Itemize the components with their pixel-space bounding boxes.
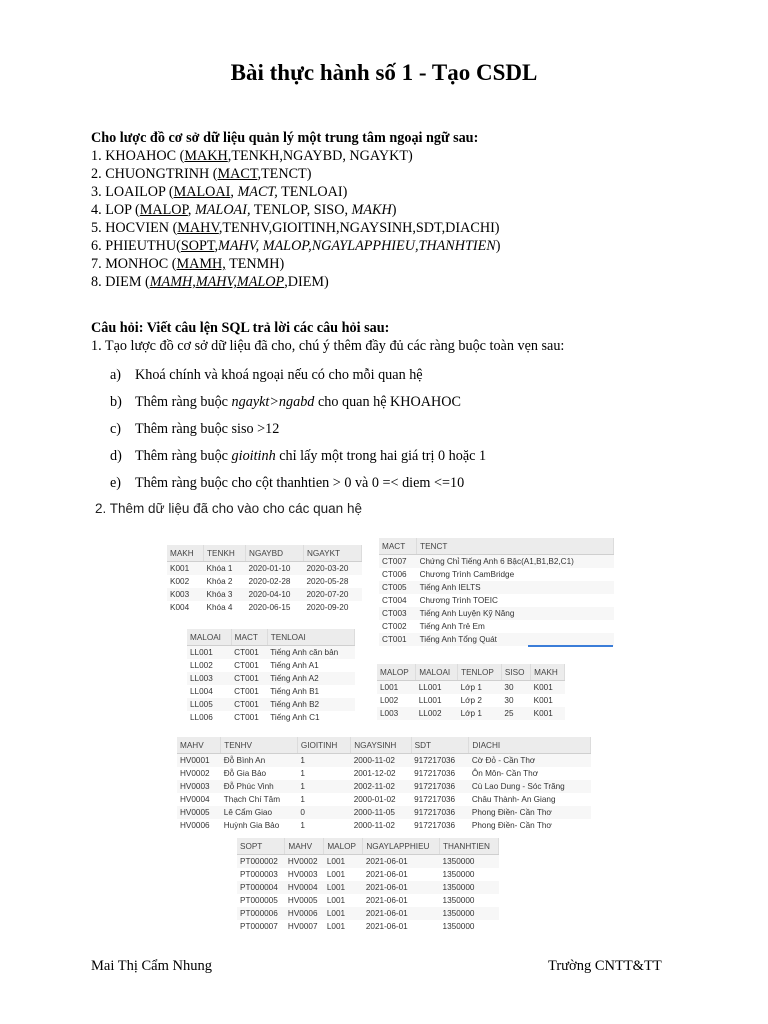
constraint-item-a: a) Khoá chính và khoá ngoại nếu có cho mỗi quan hệ bbox=[110, 367, 423, 383]
schema-line-phieuthu: 6. PHIEUTHU(SOPT,MAHV, MALOP,NGAYLAPPHIEU,THANHTIEN) bbox=[91, 238, 501, 254]
table-cell: PT000002 bbox=[237, 855, 285, 869]
table-cell: L001 bbox=[324, 907, 363, 920]
table-cell: LL002 bbox=[416, 707, 458, 720]
table-cell: Tiếng Anh C1 bbox=[270, 713, 320, 722]
table-header-row bbox=[377, 664, 565, 681]
table-cell: Ôn Môn- Cần Thơ bbox=[471, 769, 539, 778]
table-row bbox=[167, 601, 362, 614]
table-cell: LL001 bbox=[187, 646, 231, 660]
table-cell: 2020-01-10 bbox=[246, 562, 304, 576]
column-header: DIACHI bbox=[469, 737, 591, 754]
table-row bbox=[379, 555, 614, 569]
column-header: MALOAI bbox=[416, 664, 458, 681]
table-row bbox=[237, 868, 499, 881]
table-cell: L001 bbox=[324, 881, 363, 894]
table-cell: Thạch Chí Tâm bbox=[223, 795, 281, 804]
table-cell: 2021-06-01 bbox=[365, 870, 408, 879]
column-header: TENLOAI bbox=[267, 629, 354, 646]
table-row bbox=[187, 672, 355, 685]
table-row bbox=[187, 711, 355, 724]
table-cell: 917217036 bbox=[414, 821, 456, 830]
table-cell: LL006 bbox=[190, 713, 213, 722]
table-cell: K004 bbox=[170, 603, 190, 612]
table-cell: LL003 bbox=[187, 672, 231, 685]
column-header: NGAYLAPPHIEU bbox=[363, 838, 440, 855]
constraint-item-d: d) Thêm ràng buộc gioitinh chỉ lấy một trong hai giá trị 0 hoặc 1 bbox=[110, 448, 487, 464]
column-header: MACT bbox=[231, 629, 267, 646]
table-cell: CT006 bbox=[382, 570, 407, 579]
table-row bbox=[379, 607, 614, 620]
table-row bbox=[379, 581, 614, 594]
column-header: SDT bbox=[411, 737, 469, 754]
table-cell: L001 bbox=[326, 922, 346, 931]
table-row bbox=[379, 620, 614, 633]
table-cell: PT000005 bbox=[240, 896, 278, 905]
table-cell: 0 bbox=[297, 806, 350, 819]
column-header: GIOITINH bbox=[297, 737, 350, 754]
table-cell: 30 bbox=[501, 681, 530, 695]
column-header: MALOP bbox=[377, 664, 416, 681]
column-header: TENCT bbox=[417, 538, 614, 555]
table-cell: CT001 bbox=[379, 633, 417, 646]
table-row bbox=[167, 575, 362, 588]
table-row bbox=[377, 681, 565, 695]
table-cell: Châu Thành- An Giang bbox=[471, 795, 556, 804]
table-khoahoc bbox=[167, 545, 362, 614]
table-row bbox=[177, 819, 591, 832]
schema-line-chuongtrinh: 2. CHUONGTRINH (MACT,TENCT) bbox=[91, 166, 312, 182]
table-cell: K002 bbox=[170, 577, 190, 586]
schema-line-hocvien: 5. HOCVIEN (MAHV,TENHV,GIOITINH,NGAYSINH,SDT,DIACHI) bbox=[91, 220, 500, 236]
column-header: NGAYKT bbox=[304, 545, 362, 562]
table-cell: 917217036 bbox=[411, 754, 469, 768]
table-cell: CT005 bbox=[379, 581, 417, 594]
column-header: MAKH bbox=[167, 545, 204, 562]
column-header: MAHV bbox=[285, 838, 324, 855]
table-cell: 2021-06-01 bbox=[365, 896, 408, 905]
table-cell: 1350000 bbox=[442, 870, 475, 879]
page-title: Bài thực hành số 1 - Tạo CSDL bbox=[230, 60, 538, 85]
table-cell: Phong Điền- Cần Thơ bbox=[471, 821, 552, 830]
table-cell: Đỗ Phúc Vinh bbox=[221, 780, 298, 793]
questions-heading: Câu hỏi: Viết câu lện SQL trả lời các câu hỏi sau: bbox=[91, 320, 390, 336]
table-cell: HV0003 bbox=[177, 780, 221, 793]
table-cell: 2000-01-02 bbox=[353, 795, 396, 804]
table-hocvien bbox=[177, 737, 591, 832]
table-row bbox=[177, 767, 591, 780]
table-phieuthu bbox=[237, 838, 499, 933]
table-cell: CT001 bbox=[231, 698, 267, 711]
column-header: TENKH bbox=[204, 545, 246, 562]
table-row bbox=[377, 694, 565, 707]
table-cell: LL002 bbox=[190, 661, 213, 670]
footer-institution: Trường CNTT&TT bbox=[548, 958, 662, 974]
table-header-row bbox=[187, 629, 355, 646]
selection-underline bbox=[528, 645, 613, 647]
table-cell: LL004 bbox=[190, 687, 213, 696]
table-row bbox=[187, 698, 355, 711]
table-cell: K001 bbox=[531, 681, 565, 695]
table-cell: 2021-06-01 bbox=[363, 855, 440, 869]
table-row bbox=[237, 894, 499, 907]
table-cell: 2000-11-02 bbox=[353, 821, 395, 830]
table-cell: Chương Trình TOEIC bbox=[419, 596, 498, 605]
table-cell: PT000007 bbox=[240, 922, 278, 931]
table-cell: HV0004 bbox=[285, 881, 324, 894]
table-cell: 1350000 bbox=[440, 855, 499, 869]
table-cell: Khóa 4 bbox=[206, 603, 233, 612]
schema-section bbox=[91, 129, 501, 291]
table-cell: Khóa 3 bbox=[204, 588, 246, 601]
table-cell: K003 bbox=[167, 588, 204, 601]
table-cell: 1 bbox=[300, 769, 305, 778]
column-header: TENHV bbox=[221, 737, 298, 754]
table-row bbox=[379, 594, 614, 607]
table-cell: HV0007 bbox=[287, 922, 318, 931]
table-cell: Tiếng Anh A1 bbox=[270, 661, 319, 670]
table-cell: HV0006 bbox=[285, 907, 324, 920]
table-cell: HV0002 bbox=[285, 855, 324, 869]
table-cell: CT004 bbox=[382, 596, 407, 605]
table-cell: CT007 bbox=[379, 555, 417, 569]
table-cell: Lớp 1 bbox=[458, 707, 502, 720]
table-cell: L001 bbox=[326, 896, 346, 905]
table-cell: Tiếng Anh Trẻ Em bbox=[419, 622, 485, 631]
table-cell: Cờ Đỏ - Cần Thơ bbox=[469, 754, 591, 768]
table-chuongtrinh bbox=[379, 538, 614, 646]
table-cell: HV0001 bbox=[177, 754, 221, 768]
table-cell: HV0003 bbox=[287, 870, 318, 879]
column-header: MALOP bbox=[324, 838, 363, 855]
table-cell: HV0002 bbox=[180, 769, 210, 778]
column-header: MALOAI bbox=[187, 629, 231, 646]
table-row bbox=[187, 659, 355, 672]
table-row bbox=[187, 685, 355, 698]
constraint-item-b: b) Thêm ràng buộc ngaykt>ngabd cho quan hệ KHOAHOC bbox=[110, 394, 461, 410]
table-cell: Tiếng Anh căn bản bbox=[267, 646, 354, 660]
table-cell: Chứng Chỉ Tiếng Anh 6 Bậc(A1,B1,B2,C1) bbox=[417, 555, 614, 569]
table-cell: Đỗ Bình An bbox=[221, 754, 298, 768]
table-cell: 2020-05-28 bbox=[306, 577, 349, 586]
table-cell: PT000004 bbox=[237, 881, 285, 894]
column-header: NGAYBD bbox=[246, 545, 304, 562]
table-row bbox=[237, 855, 499, 869]
table-header-row bbox=[177, 737, 591, 754]
table-row bbox=[187, 646, 355, 660]
schema-line-lop: 4. LOP (MALOP, MALOAI, TENLOP, SISO, MAKH) bbox=[91, 202, 397, 218]
table-cell: Cù Lao Dung - Sóc Trăng bbox=[469, 780, 591, 793]
schema-line-monhoc: 7. MONHOC (MAMH, TENMH) bbox=[91, 256, 285, 272]
table-cell: 2020-04-10 bbox=[246, 588, 304, 601]
column-header: MAKH bbox=[531, 664, 565, 681]
table-cell: Tiếng Anh Luyện Kỹ Năng bbox=[417, 607, 614, 620]
questions-section bbox=[91, 319, 564, 355]
table-row bbox=[237, 907, 499, 920]
table-cell: L002 bbox=[380, 696, 399, 705]
footer-author: Mai Thị Cẩm Nhung bbox=[91, 958, 212, 974]
table-cell: Đỗ Gia Bảo bbox=[223, 769, 267, 778]
table-cell: Tiếng Anh B2 bbox=[267, 698, 354, 711]
table-cell: CT001 bbox=[231, 672, 267, 685]
table-cell: 1350000 bbox=[440, 907, 499, 920]
table-cell: CT003 bbox=[379, 607, 417, 620]
constraint-item-e: e) Thêm ràng buộc cho cột thanhtien > 0 và 0 =< diem <=10 bbox=[110, 475, 465, 491]
table-cell: 2021-06-01 bbox=[365, 922, 408, 931]
column-header: MAHV bbox=[177, 737, 221, 754]
question-2: 2. Thêm dữ liệu đã cho vào cho các quan hệ bbox=[95, 501, 362, 516]
question-1: 1. Tạo lược đồ cơ sở dữ liệu đã cho, chú ý thêm đầy đủ các ràng buộc toàn vẹn sau: bbox=[91, 338, 565, 354]
table-cell: 2000-11-02 bbox=[351, 754, 411, 768]
table-row bbox=[237, 881, 499, 894]
table-cell: 1350000 bbox=[440, 881, 499, 894]
schema-line-loailop: 3. LOAILOP (MALOAI, MACT, TENLOAI) bbox=[91, 184, 348, 200]
table-cell: 917217036 bbox=[414, 795, 456, 804]
constraint-list bbox=[110, 366, 486, 501]
schema-line-diem: 8. DIEM (MAMH,MAHV,MALOP,DIEM) bbox=[91, 274, 329, 290]
table-cell: 1 bbox=[300, 821, 305, 830]
table-cell: CT001 bbox=[234, 713, 259, 722]
table-cell: 2001-12-02 bbox=[353, 769, 396, 778]
table-cell: CT002 bbox=[382, 622, 407, 631]
table-cell: PT000003 bbox=[240, 870, 278, 879]
table-cell: Khóa 1 bbox=[204, 562, 246, 576]
constraint-item-c: c) Thêm ràng buộc siso >12 bbox=[110, 421, 280, 437]
table-cell: LL005 bbox=[187, 698, 231, 711]
table-cell: CT001 bbox=[231, 646, 267, 660]
table-cell: HV0005 bbox=[287, 896, 318, 905]
table-row bbox=[177, 806, 591, 819]
table-cell: 917217036 bbox=[411, 806, 469, 819]
table-cell: Chương Trình CamBridge bbox=[419, 570, 515, 579]
table-cell: Tiếng Anh A2 bbox=[267, 672, 354, 685]
table-cell: Lớp 2 bbox=[460, 696, 482, 705]
table-cell: 2020-02-28 bbox=[248, 577, 291, 586]
table-cell: Khóa 2 bbox=[206, 577, 233, 586]
table-cell: 2000-11-05 bbox=[351, 806, 411, 819]
column-header: SISO bbox=[501, 664, 530, 681]
table-cell: 2021-06-01 bbox=[363, 907, 440, 920]
column-header: THANHTIEN bbox=[440, 838, 499, 855]
table-row bbox=[237, 920, 499, 933]
table-row bbox=[177, 780, 591, 793]
table-header-row bbox=[237, 838, 499, 855]
table-cell: 1 bbox=[297, 754, 350, 768]
table-cell: CT001 bbox=[234, 661, 259, 670]
table-cell: K001 bbox=[167, 562, 204, 576]
column-header: MACT bbox=[379, 538, 417, 555]
column-header: NGAYSINH bbox=[351, 737, 411, 754]
table-row bbox=[167, 588, 362, 601]
table-row bbox=[167, 562, 362, 576]
table-cell: 1350000 bbox=[442, 896, 475, 905]
table-cell: K001 bbox=[531, 707, 565, 720]
table-cell: 2020-06-15 bbox=[248, 603, 291, 612]
schema-heading: Cho lược đồ cơ sở dữ liệu quản lý một trung tâm ngoại ngữ sau: bbox=[91, 130, 479, 146]
table-cell: L001 bbox=[326, 870, 346, 879]
table-cell: HV0004 bbox=[180, 795, 210, 804]
table-row bbox=[379, 568, 614, 581]
table-cell: CT001 bbox=[234, 687, 259, 696]
table-cell: 1 bbox=[300, 795, 305, 804]
table-loailop bbox=[187, 629, 355, 724]
table-cell: HV0005 bbox=[177, 806, 221, 819]
table-header-row bbox=[167, 545, 362, 562]
table-lop bbox=[377, 664, 565, 720]
table-cell: L001 bbox=[377, 681, 416, 695]
table-cell: K001 bbox=[533, 696, 553, 705]
column-header: TENLOP bbox=[458, 664, 502, 681]
table-cell: 25 bbox=[501, 707, 530, 720]
table-cell: 2020-03-20 bbox=[304, 562, 362, 576]
table-cell: L001 bbox=[324, 855, 363, 869]
table-cell: PT000006 bbox=[237, 907, 285, 920]
table-cell: 917217036 bbox=[414, 769, 456, 778]
table-cell: 917217036 bbox=[411, 780, 469, 793]
table-row bbox=[377, 707, 565, 720]
table-cell: 1350000 bbox=[442, 922, 475, 931]
table-cell: Tiếng Anh Tổng Quát bbox=[417, 633, 614, 646]
table-cell: 2002-11-02 bbox=[351, 780, 411, 793]
table-row bbox=[177, 793, 591, 806]
table-cell: HV0006 bbox=[180, 821, 210, 830]
table-header-row bbox=[379, 538, 614, 555]
table-cell: 2021-06-01 bbox=[363, 881, 440, 894]
table-row bbox=[177, 754, 591, 768]
table-cell: 2020-09-20 bbox=[306, 603, 349, 612]
table-cell: L003 bbox=[377, 707, 416, 720]
table-cell: 2020-07-20 bbox=[304, 588, 362, 601]
table-cell: LL001 bbox=[416, 681, 458, 695]
column-header: SOPT bbox=[237, 838, 285, 855]
table-cell: Lê Cẩm Giao bbox=[221, 806, 298, 819]
table-cell: Lớp 1 bbox=[458, 681, 502, 695]
table-cell: LL001 bbox=[418, 696, 442, 705]
table-cell: Phong Điền- Cần Thơ bbox=[469, 806, 591, 819]
table-cell: 1 bbox=[297, 780, 350, 793]
table-cell: Huỳnh Gia Bảo bbox=[223, 821, 280, 830]
schema-line-khoahoc: 1. KHOAHOC (MAKH,TENKH,NGAYBD, NGAYKT) bbox=[91, 148, 413, 164]
table-cell: Tiếng Anh B1 bbox=[270, 687, 320, 696]
table-cell: Tiếng Anh IELTS bbox=[417, 581, 614, 594]
table-cell: 30 bbox=[504, 696, 514, 705]
